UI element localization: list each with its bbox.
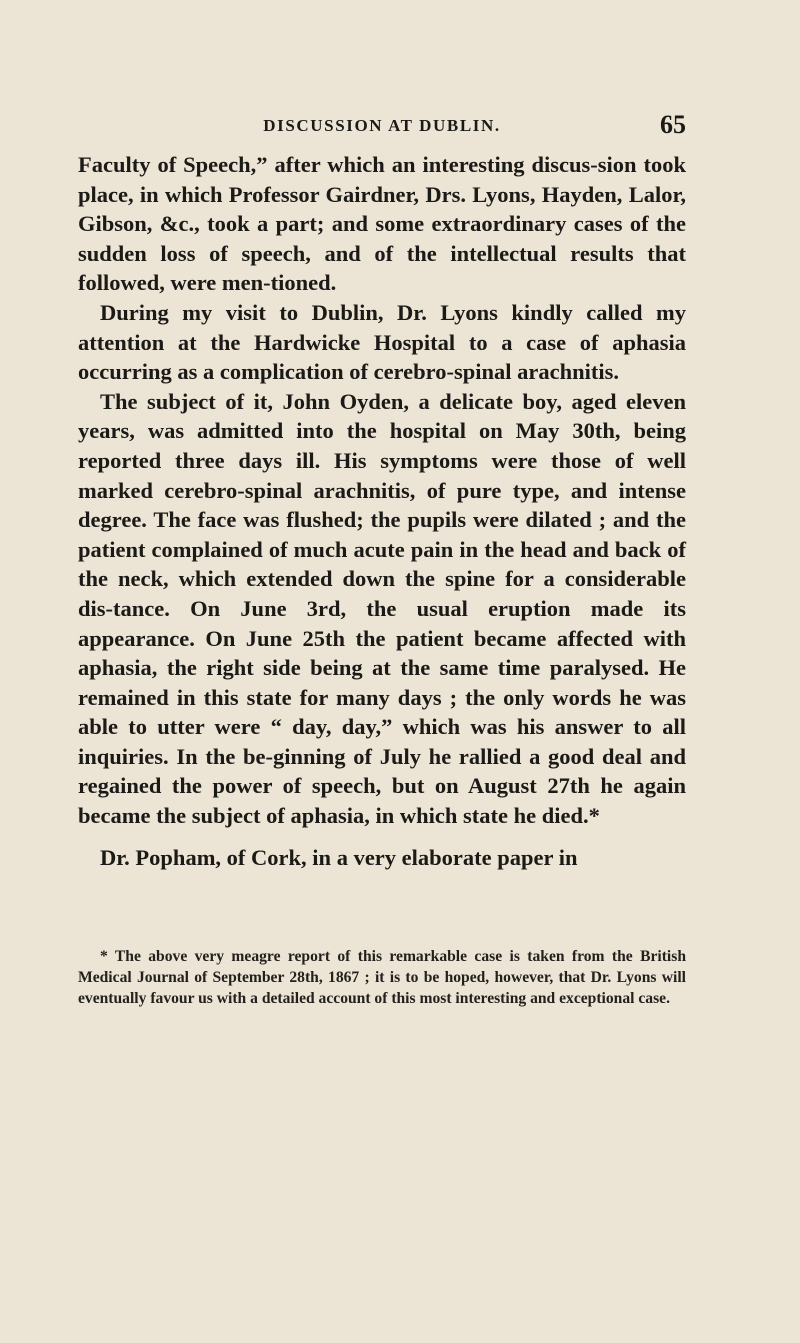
body-text — [78, 150, 686, 872]
footnote-text: * The above very meagre report of this remarkable case is taken from the British Medical Journal of September 28th, 1867 ; it is to be hoped, however, that Dr. Lyons will eventually favour us with a detailed account of this most interesting and exceptional case. — [78, 948, 686, 1007]
running-title: DISCUSSION AT DUBLIN. — [263, 116, 501, 135]
paragraph-continuation: Faculty of Speech,” after which an interesting discus-sion took place, in which Professor Gairdner, Drs. Lyons, Hayden, Lalor, Gibson, &c., took a part; and some extraordinary cases of the sudden loss of speech, and of the intellectual results that followed, were men-tioned. — [78, 152, 686, 296]
paragraph-case-report: The subject of it, John Oyden, a delicate boy, aged eleven years, was admitted into the hospital on May 30th, being reported three days ill. His symptoms were those of well marked cerebro-spinal arachnitis, of pure type, and intense degree. The face was flushed; the pupils were dilated ; and the patient complained of much acute pain in the head and back of the neck, which extended down the spine for a considerable dis-tance. On June 3rd, the usual eruption made its appearance. On June 25th the patient became affected with aphasia, the right side being at the same time paralysed. He remained in this state for many days ; the only words he was able to utter were “ day, day,” which was his answer to all inquiries. In the be-ginning of July he rallied a good deal and regained the power of speech, but on August 27th he again became the subject of aphasia, in which state he died.* — [78, 388, 686, 829]
running-head — [78, 110, 686, 146]
page-number: 65 — [660, 110, 686, 139]
footnote — [78, 946, 686, 1009]
paragraph-popham: Dr. Popham, of Cork, in a very elaborate paper in — [100, 844, 578, 870]
paragraph-dublin-visit: During my visit to Dublin, Dr. Lyons kindly called my attention at the Hardwicke Hospital to a case of aphasia occurring as a complication of cerebro-spinal arachnitis. — [78, 299, 686, 385]
